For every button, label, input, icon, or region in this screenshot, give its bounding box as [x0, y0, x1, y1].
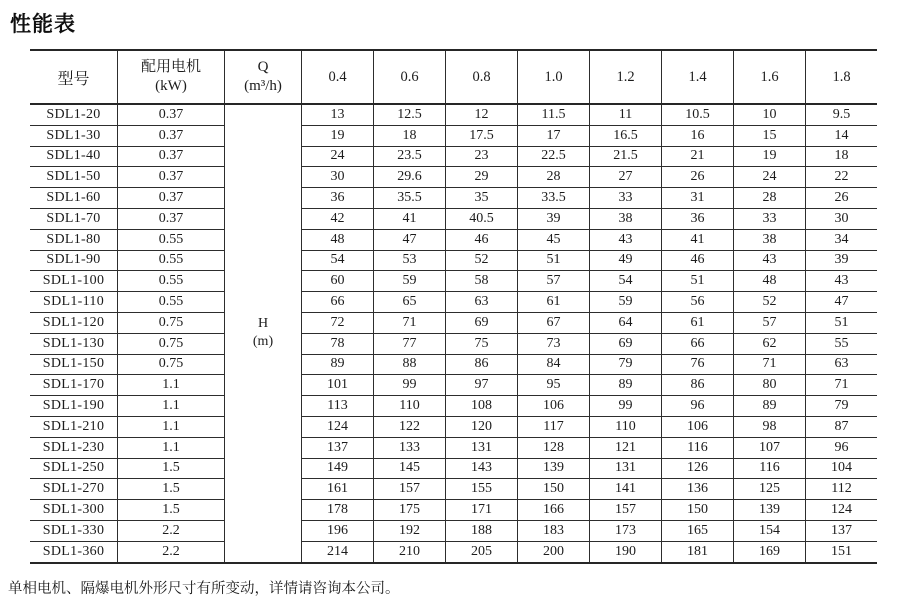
motor-power-cell: 1.1 — [118, 437, 225, 458]
head-value-cell: 107 — [734, 437, 806, 458]
head-value-cell: 16.5 — [590, 125, 662, 146]
head-value-cell: 78 — [302, 333, 374, 354]
head-value-cell: 139 — [734, 500, 806, 521]
head-value-cell: 19 — [302, 125, 374, 146]
head-value-cell: 155 — [446, 479, 518, 500]
head-value-cell: 71 — [806, 375, 878, 396]
head-value-cell: 13 — [302, 104, 374, 125]
head-value-cell: 14 — [806, 125, 878, 146]
head-unit-line1: H — [257, 316, 269, 332]
head-value-cell: 143 — [446, 458, 518, 479]
head-value-cell: 96 — [806, 437, 878, 458]
head-value-cell: 51 — [806, 312, 878, 333]
head-value-cell: 131 — [590, 458, 662, 479]
head-value-cell: 35.5 — [374, 188, 446, 209]
table-row — [30, 354, 877, 375]
head-value-cell: 36 — [662, 208, 734, 229]
head-unit-cell — [225, 104, 302, 563]
page — [0, 8, 900, 612]
head-value-cell: 43 — [734, 250, 806, 271]
head-value-cell: 131 — [446, 437, 518, 458]
head-value-cell: 73 — [518, 333, 590, 354]
head-value-cell: 30 — [302, 167, 374, 188]
motor-power-cell: 0.75 — [118, 354, 225, 375]
head-value-cell: 79 — [806, 396, 878, 417]
table-header — [30, 50, 877, 104]
model-cell: SDL1-60 — [30, 188, 118, 209]
head-value-cell: 181 — [662, 541, 734, 562]
head-value-cell: 128 — [518, 437, 590, 458]
head-value-cell: 110 — [590, 416, 662, 437]
header-flow-value: 0.4 — [302, 50, 374, 104]
model-cell: SDL1-80 — [30, 229, 118, 250]
head-value-cell: 36 — [302, 188, 374, 209]
head-value-cell: 84 — [518, 354, 590, 375]
head-value-cell: 12 — [446, 104, 518, 125]
head-value-cell: 80 — [734, 375, 806, 396]
head-value-cell: 122 — [374, 416, 446, 437]
head-value-cell: 116 — [734, 458, 806, 479]
head-value-cell: 116 — [662, 437, 734, 458]
head-value-cell: 61 — [518, 292, 590, 313]
head-value-cell: 71 — [374, 312, 446, 333]
header-flow — [225, 50, 302, 104]
model-cell: SDL1-110 — [30, 292, 118, 313]
model-cell: SDL1-300 — [30, 500, 118, 521]
model-cell: SDL1-170 — [30, 375, 118, 396]
head-value-cell: 29.6 — [374, 167, 446, 188]
table-row — [30, 437, 877, 458]
model-cell: SDL1-100 — [30, 271, 118, 292]
header-motor-line2: (kW) — [155, 78, 187, 94]
table-row — [30, 271, 877, 292]
header-row — [30, 50, 877, 104]
motor-power-cell: 0.55 — [118, 292, 225, 313]
head-value-cell: 112 — [806, 479, 878, 500]
head-value-cell: 190 — [590, 541, 662, 562]
head-value-cell: 17.5 — [446, 125, 518, 146]
motor-power-cell: 0.37 — [118, 104, 225, 125]
model-cell: SDL1-120 — [30, 312, 118, 333]
head-value-cell: 23 — [446, 146, 518, 167]
model-cell: SDL1-150 — [30, 354, 118, 375]
head-value-cell: 46 — [446, 229, 518, 250]
head-value-cell: 63 — [446, 292, 518, 313]
head-value-cell: 62 — [734, 333, 806, 354]
head-value-cell: 65 — [374, 292, 446, 313]
head-value-cell: 47 — [374, 229, 446, 250]
head-value-cell: 51 — [518, 250, 590, 271]
head-value-cell: 89 — [302, 354, 374, 375]
model-cell: SDL1-230 — [30, 437, 118, 458]
header-flow-value: 1.2 — [590, 50, 662, 104]
header-model-label: 型号 — [57, 70, 90, 88]
header-motor — [118, 50, 225, 104]
motor-power-cell: 0.37 — [118, 208, 225, 229]
model-cell: SDL1-70 — [30, 208, 118, 229]
motor-power-cell: 0.75 — [118, 312, 225, 333]
head-value-cell: 104 — [806, 458, 878, 479]
table-row — [30, 479, 877, 500]
table-row — [30, 458, 877, 479]
head-value-cell: 45 — [518, 229, 590, 250]
head-value-cell: 42 — [302, 208, 374, 229]
model-cell: SDL1-360 — [30, 541, 118, 562]
head-value-cell: 214 — [302, 541, 374, 562]
head-value-cell: 79 — [590, 354, 662, 375]
table-row — [30, 541, 877, 562]
motor-power-cell: 0.55 — [118, 250, 225, 271]
head-value-cell: 41 — [662, 229, 734, 250]
head-value-cell: 55 — [806, 333, 878, 354]
motor-power-cell: 1.1 — [118, 375, 225, 396]
head-unit-line2: (m) — [252, 334, 274, 350]
table-row — [30, 104, 877, 125]
head-value-cell: 54 — [302, 250, 374, 271]
head-value-cell: 192 — [374, 520, 446, 541]
motor-power-cell: 1.1 — [118, 396, 225, 417]
head-value-cell: 64 — [590, 312, 662, 333]
table-row — [30, 416, 877, 437]
table-row — [30, 520, 877, 541]
head-value-cell: 56 — [662, 292, 734, 313]
head-value-cell: 52 — [734, 292, 806, 313]
head-value-cell: 29 — [446, 167, 518, 188]
head-value-cell: 63 — [806, 354, 878, 375]
head-value-cell: 24 — [302, 146, 374, 167]
head-value-cell: 24 — [734, 167, 806, 188]
head-value-cell: 117 — [518, 416, 590, 437]
header-model — [30, 50, 118, 104]
head-value-cell: 108 — [446, 396, 518, 417]
head-value-cell: 21.5 — [590, 146, 662, 167]
table-row — [30, 292, 877, 313]
table-row — [30, 146, 877, 167]
motor-power-cell: 2.2 — [118, 541, 225, 562]
head-value-cell: 77 — [374, 333, 446, 354]
head-value-cell: 48 — [734, 271, 806, 292]
head-value-cell: 27 — [590, 167, 662, 188]
head-value-cell: 19 — [734, 146, 806, 167]
motor-power-cell: 2.2 — [118, 520, 225, 541]
head-value-cell: 125 — [734, 479, 806, 500]
head-value-cell: 30 — [806, 208, 878, 229]
head-value-cell: 205 — [446, 541, 518, 562]
head-value-cell: 43 — [806, 271, 878, 292]
head-value-cell: 121 — [590, 437, 662, 458]
head-value-cell: 86 — [446, 354, 518, 375]
head-value-cell: 15 — [734, 125, 806, 146]
header-flow-value: 1.6 — [734, 50, 806, 104]
motor-power-cell: 0.37 — [118, 125, 225, 146]
head-value-cell: 113 — [302, 396, 374, 417]
head-value-cell: 69 — [590, 333, 662, 354]
head-value-cell: 137 — [806, 520, 878, 541]
head-value-cell: 157 — [590, 500, 662, 521]
head-value-cell: 126 — [662, 458, 734, 479]
table-row — [30, 375, 877, 396]
motor-power-cell: 0.37 — [118, 146, 225, 167]
head-value-cell: 124 — [302, 416, 374, 437]
head-value-cell: 196 — [302, 520, 374, 541]
head-value-cell: 49 — [590, 250, 662, 271]
header-flow-value: 1.4 — [662, 50, 734, 104]
model-cell: SDL1-40 — [30, 146, 118, 167]
header-flow-value: 1.8 — [806, 50, 878, 104]
model-cell: SDL1-130 — [30, 333, 118, 354]
header-motor-line1: 配用电机 — [140, 59, 201, 76]
table-row — [30, 500, 877, 521]
model-cell: SDL1-30 — [30, 125, 118, 146]
header-flow-line2: (m³/h) — [244, 78, 282, 94]
head-value-cell: 22 — [806, 167, 878, 188]
table-row — [30, 208, 877, 229]
head-value-cell: 53 — [374, 250, 446, 271]
head-value-cell: 67 — [518, 312, 590, 333]
model-cell: SDL1-50 — [30, 167, 118, 188]
head-value-cell: 57 — [518, 271, 590, 292]
head-value-cell: 59 — [374, 271, 446, 292]
motor-power-cell: 1.1 — [118, 416, 225, 437]
performance-table — [30, 49, 877, 564]
head-value-cell: 28 — [734, 188, 806, 209]
table-row — [30, 333, 877, 354]
motor-power-cell: 1.5 — [118, 479, 225, 500]
head-value-cell: 9.5 — [806, 104, 878, 125]
head-value-cell: 200 — [518, 541, 590, 562]
head-value-cell: 154 — [734, 520, 806, 541]
head-value-cell: 10 — [734, 104, 806, 125]
head-value-cell: 86 — [662, 375, 734, 396]
head-value-cell: 188 — [446, 520, 518, 541]
head-value-cell: 141 — [590, 479, 662, 500]
head-value-cell: 66 — [302, 292, 374, 313]
head-value-cell: 51 — [662, 271, 734, 292]
head-value-cell: 48 — [302, 229, 374, 250]
head-value-cell: 71 — [734, 354, 806, 375]
head-value-cell: 165 — [662, 520, 734, 541]
head-value-cell: 171 — [446, 500, 518, 521]
head-value-cell: 59 — [590, 292, 662, 313]
head-value-cell: 18 — [806, 146, 878, 167]
table-row — [30, 188, 877, 209]
head-value-cell: 66 — [662, 333, 734, 354]
head-value-cell: 47 — [806, 292, 878, 313]
head-value-cell: 133 — [374, 437, 446, 458]
head-value-cell: 17 — [518, 125, 590, 146]
head-value-cell: 87 — [806, 416, 878, 437]
head-value-cell: 89 — [590, 375, 662, 396]
head-value-cell: 173 — [590, 520, 662, 541]
head-value-cell: 95 — [518, 375, 590, 396]
head-value-cell: 101 — [302, 375, 374, 396]
motor-power-cell: 1.5 — [118, 458, 225, 479]
head-value-cell: 40.5 — [446, 208, 518, 229]
head-value-cell: 38 — [734, 229, 806, 250]
head-value-cell: 26 — [806, 188, 878, 209]
motor-power-cell: 0.75 — [118, 333, 225, 354]
footnote: 单相电机、隔爆电机外形尺寸有所变动，详情请咨询本公司。 — [8, 580, 400, 597]
table-body — [30, 104, 877, 563]
head-value-cell: 57 — [734, 312, 806, 333]
head-value-cell: 183 — [518, 520, 590, 541]
head-value-cell: 38 — [590, 208, 662, 229]
head-value-cell: 16 — [662, 125, 734, 146]
model-cell: SDL1-20 — [30, 104, 118, 125]
head-value-cell: 12.5 — [374, 104, 446, 125]
model-cell: SDL1-330 — [30, 520, 118, 541]
head-value-cell: 96 — [662, 396, 734, 417]
model-cell: SDL1-270 — [30, 479, 118, 500]
head-value-cell: 58 — [446, 271, 518, 292]
table-row — [30, 167, 877, 188]
head-value-cell: 35 — [446, 188, 518, 209]
head-value-cell: 157 — [374, 479, 446, 500]
head-value-cell: 34 — [806, 229, 878, 250]
head-value-cell: 11 — [590, 104, 662, 125]
motor-power-cell: 0.37 — [118, 167, 225, 188]
head-value-cell: 41 — [374, 208, 446, 229]
head-value-cell: 178 — [302, 500, 374, 521]
head-value-cell: 124 — [806, 500, 878, 521]
head-value-cell: 151 — [806, 541, 878, 562]
head-value-cell: 150 — [662, 500, 734, 521]
model-cell: SDL1-90 — [30, 250, 118, 271]
head-value-cell: 22.5 — [518, 146, 590, 167]
table-row — [30, 396, 877, 417]
head-value-cell: 99 — [374, 375, 446, 396]
head-value-cell: 72 — [302, 312, 374, 333]
head-value-cell: 169 — [734, 541, 806, 562]
head-value-cell: 33.5 — [518, 188, 590, 209]
head-value-cell: 18 — [374, 125, 446, 146]
head-value-cell: 39 — [806, 250, 878, 271]
head-value-cell: 33 — [590, 188, 662, 209]
head-value-cell: 166 — [518, 500, 590, 521]
head-value-cell: 161 — [302, 479, 374, 500]
head-value-cell: 33 — [734, 208, 806, 229]
head-value-cell: 23.5 — [374, 146, 446, 167]
model-cell: SDL1-190 — [30, 396, 118, 417]
head-value-cell: 75 — [446, 333, 518, 354]
table-row — [30, 229, 877, 250]
header-flow-value: 0.6 — [374, 50, 446, 104]
head-value-cell: 98 — [734, 416, 806, 437]
motor-power-cell: 0.37 — [118, 188, 225, 209]
head-value-cell: 61 — [662, 312, 734, 333]
header-flow-value: 1.0 — [518, 50, 590, 104]
motor-power-cell: 0.55 — [118, 229, 225, 250]
head-value-cell: 106 — [662, 416, 734, 437]
head-value-cell: 210 — [374, 541, 446, 562]
model-cell: SDL1-250 — [30, 458, 118, 479]
head-value-cell: 46 — [662, 250, 734, 271]
head-value-cell: 54 — [590, 271, 662, 292]
head-value-cell: 26 — [662, 167, 734, 188]
head-value-cell: 52 — [446, 250, 518, 271]
table-row — [30, 250, 877, 271]
head-value-cell: 99 — [590, 396, 662, 417]
head-value-cell: 21 — [662, 146, 734, 167]
header-flow-value: 0.8 — [446, 50, 518, 104]
motor-power-cell: 1.5 — [118, 500, 225, 521]
head-value-cell: 60 — [302, 271, 374, 292]
head-value-cell: 120 — [446, 416, 518, 437]
motor-power-cell: 0.55 — [118, 271, 225, 292]
header-flow-line1: Q — [257, 59, 269, 76]
head-value-cell: 89 — [734, 396, 806, 417]
head-value-cell: 69 — [446, 312, 518, 333]
head-value-cell: 39 — [518, 208, 590, 229]
head-value-cell: 97 — [446, 375, 518, 396]
head-value-cell: 28 — [518, 167, 590, 188]
table-row — [30, 312, 877, 333]
head-value-cell: 106 — [518, 396, 590, 417]
head-value-cell: 139 — [518, 458, 590, 479]
head-value-cell: 136 — [662, 479, 734, 500]
head-value-cell: 76 — [662, 354, 734, 375]
head-value-cell: 150 — [518, 479, 590, 500]
head-value-cell: 137 — [302, 437, 374, 458]
head-value-cell: 88 — [374, 354, 446, 375]
head-value-cell: 43 — [590, 229, 662, 250]
head-value-cell: 145 — [374, 458, 446, 479]
page-title: 性能表 — [10, 12, 76, 36]
head-value-cell: 110 — [374, 396, 446, 417]
head-value-cell: 10.5 — [662, 104, 734, 125]
head-value-cell: 31 — [662, 188, 734, 209]
model-cell: SDL1-210 — [30, 416, 118, 437]
table-row — [30, 125, 877, 146]
head-value-cell: 11.5 — [518, 104, 590, 125]
head-value-cell: 149 — [302, 458, 374, 479]
head-value-cell: 175 — [374, 500, 446, 521]
